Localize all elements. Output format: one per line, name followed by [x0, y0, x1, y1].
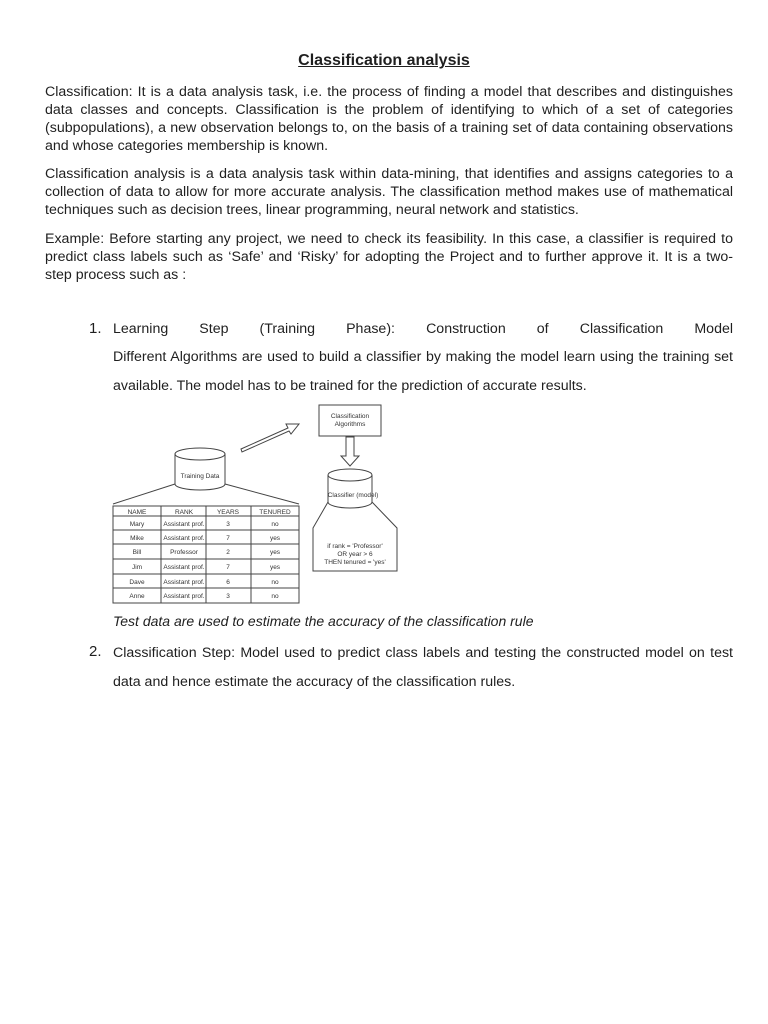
table-cell: Jim [131, 564, 143, 571]
table-cell: Assistant prof. [163, 521, 205, 528]
algorithm-label: Classification [330, 413, 370, 420]
table-cell: no [271, 579, 279, 586]
table-header: TENURED [259, 509, 291, 516]
table-cell: yes [269, 549, 281, 556]
table-cell: Anne [129, 593, 145, 600]
table-cell: Dave [129, 579, 145, 586]
algorithm-label: Algorithms [334, 421, 366, 428]
table-cell: yes [269, 564, 281, 571]
training-data-label: Training Data [180, 473, 220, 480]
table-cell: Mary [129, 521, 145, 528]
table-cell: Mike [130, 535, 144, 542]
table-header: YEARS [216, 509, 240, 516]
classification-diagram [100, 398, 410, 606]
table-cell: yes [269, 535, 281, 542]
rule-line: THEN tenured = 'yes' [324, 559, 386, 566]
table-cell: 3 [226, 521, 230, 528]
rule-line: if rank = 'Professor' [327, 543, 383, 550]
table-cell: 6 [226, 579, 230, 586]
table-cell: 2 [226, 549, 230, 556]
table-cell: 3 [226, 593, 230, 600]
list-item-text: Different Algorithms are used to build a classifier by making the model learn using the training set available. The model has to be trained for the prediction of accurate results. [113, 349, 733, 394]
list-item-number: 2. [89, 643, 102, 660]
table-cell: Assistant prof. [163, 564, 205, 571]
list-item-text: Classification Step: Model used to predict class labels and testing the constructed model on test data and hence estimate the accuracy of the classification rules. [113, 645, 733, 690]
table-cell: Assistant prof. [163, 593, 205, 600]
table-cell: no [271, 593, 279, 600]
table-cell: Assistant prof. [163, 535, 205, 542]
table-cell: no [271, 521, 279, 528]
rule-line: OR year > 6 [337, 551, 373, 558]
table-header: RANK [174, 509, 194, 516]
paragraph-definition: Classification: It is a data analysis task, i.e. the process of finding a model that describes and distinguishes data classes and concepts. Classification is the problem of identifying to which of a set of categories (subpopulations), a new observation belongs to, on the basis of a training set of data containing observations and whose categories membership is known. [45, 84, 733, 154]
table-header: NAME [127, 509, 147, 516]
table-cell: Professor [170, 549, 198, 556]
table-cell: Assistant prof. [163, 579, 205, 586]
paragraph-example: Example: Before starting any project, we need to check its feasibility. In this case, a classifier is required to predict class labels such as ‘Safe’ and ‘Risky’ for adopting the Project and to further approve it. It is a two-step process such as : [45, 231, 733, 283]
table-cell: 7 [226, 564, 230, 571]
list-item-heading: Learning Step (Training Phase): Construction of Classification Model [113, 321, 733, 337]
diagram-caption: Test data are used to estimate the accuracy of the classification rule [113, 613, 534, 629]
page-title: Classification analysis [298, 52, 470, 69]
paragraph-analysis: Classification analysis is a data analysis task within data-mining, that identifies and assigns categories to a collection of data to allow for more accurate analysis. The classification method makes use of mathematical techniques such as decision trees, linear programming, neural network and statistics. [45, 166, 733, 218]
list-item-number: 1. [89, 320, 102, 337]
classifier-label: Classifier (model) [327, 492, 379, 499]
table-cell: Bill [132, 549, 142, 556]
table-cell: 7 [226, 535, 230, 542]
